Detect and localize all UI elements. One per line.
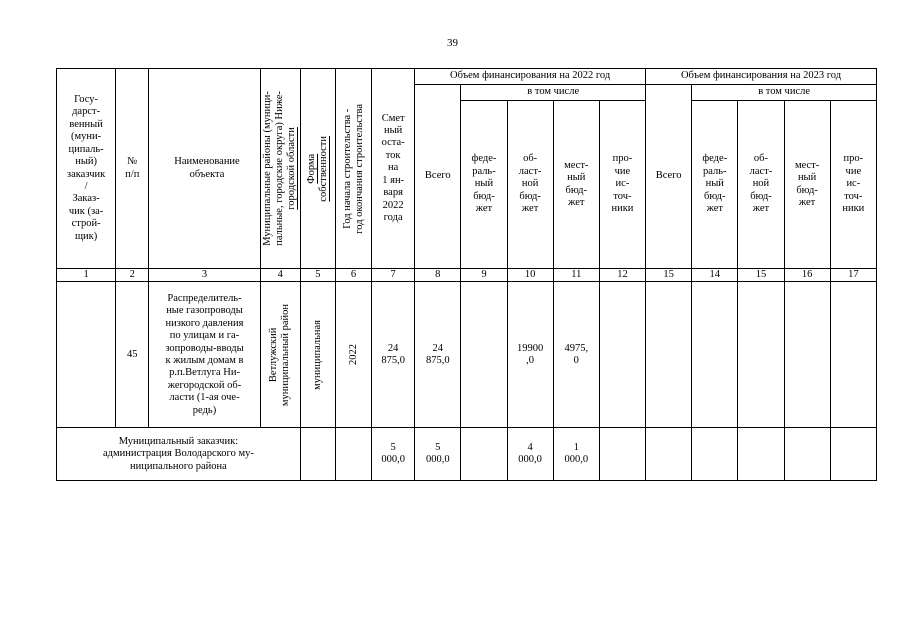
row2-regional-2023: [738, 428, 784, 481]
header-federal-2023: феде- раль- ный бюд- жет: [692, 101, 738, 269]
column-number: 10: [507, 269, 553, 282]
header-total-2022: Всего: [415, 85, 461, 269]
row2-total-2023: [646, 428, 692, 481]
page-number: 39: [447, 37, 458, 49]
header-municipality-line1: Муниципальные районы (муници-: [262, 91, 274, 246]
row2-years: [335, 428, 371, 481]
row1-estimate-balance: 24 875,0: [372, 282, 415, 428]
header-local-2022: мест- ный бюд- жет: [553, 101, 599, 269]
header-years-line1: Год начала строительства -: [341, 108, 353, 229]
row1-local-2022: 4975, 0: [553, 282, 599, 428]
row2-other-2023: [830, 428, 876, 481]
column-number: 16: [784, 269, 830, 282]
column-number: 12: [599, 269, 645, 282]
column-number: 5: [300, 269, 335, 282]
header-funding-2022: Объем финансирования на 2022 год: [415, 69, 646, 85]
row1-years: 2022: [335, 282, 371, 428]
header-object-name: Наименование объекта: [149, 69, 260, 269]
header-total-2023: Всего: [646, 85, 692, 269]
header-other-2023: про- чие ис- точ- ники: [830, 101, 876, 269]
header-years: [335, 69, 371, 269]
row2-total-2022: 5 000,0: [415, 428, 461, 481]
header-ownership-line2: собственности: [317, 135, 329, 202]
row2-customer-label: Муниципальный заказчик: администрация Володарского му- ниципального района: [57, 428, 301, 481]
table-row: [57, 282, 877, 428]
header-estimate-balance: Смет ный оста- ток на 1 ян- варя 2022 года: [372, 69, 415, 269]
header-regional-2023: об- ласт- ной бюд- жет: [738, 101, 784, 269]
row1-total-2023: [646, 282, 692, 428]
row2-federal-2023: [692, 428, 738, 481]
row1-ownership: муниципальная: [300, 282, 335, 428]
row1-federal-2022: [461, 282, 507, 428]
column-number: 15: [646, 269, 692, 282]
header-municipality-line2: пальные, городские округа) Ниже-: [274, 91, 286, 246]
header-regional-2022: об- ласт- ной бюд- жет: [507, 101, 553, 269]
row1-object-name: Распределитель- ные газопроводы низкого давления по улицам и га- зопроводы-вводы к жилым домам в р.п.Ветлуга Ни- жегородской об- ласти (1-ая оче- редь): [149, 282, 260, 428]
column-number: 14: [692, 269, 738, 282]
column-number: 2: [116, 269, 149, 282]
column-number: 9: [461, 269, 507, 282]
row1-regional-2023: [738, 282, 784, 428]
table-row: [57, 428, 877, 481]
row1-municipality: Ветлужский муниципальный район: [260, 282, 300, 428]
header-ownership-line1: Форма: [305, 153, 317, 184]
column-number: 8: [415, 269, 461, 282]
column-number: 6: [335, 269, 371, 282]
header-federal-2022: феде- раль- ный бюд- жет: [461, 101, 507, 269]
header-ownership: [300, 69, 335, 269]
row2-estimate-balance: 5 000,0: [372, 428, 415, 481]
column-number: 4: [260, 269, 300, 282]
row1-other-2022: [599, 282, 645, 428]
row1-local-2023: [784, 282, 830, 428]
header-customer: Госу- дарст- венный (муни- ципаль- ный) заказчик / Заказ- чик (за- строй- щик): [57, 69, 116, 269]
funding-table: [56, 68, 877, 481]
header-num: № п/п: [116, 69, 149, 269]
header-municipality-line3: городской области: [286, 127, 298, 210]
row2-federal-2022: [461, 428, 507, 481]
header-funding-2023: Объем финансирования на 2023 год: [646, 69, 877, 85]
column-number: 3: [149, 269, 260, 282]
row2-ownership: [300, 428, 335, 481]
header-including-2023: в том числе: [692, 85, 877, 101]
row2-other-2022: [599, 428, 645, 481]
column-numbers-row: [57, 269, 877, 282]
row2-local-2023: [784, 428, 830, 481]
header-municipality: [260, 69, 300, 269]
column-number: 7: [372, 269, 415, 282]
column-number: 15: [738, 269, 784, 282]
row1-num: 45: [116, 282, 149, 428]
header-years-line2: год окончания строительства: [353, 103, 365, 234]
row1-regional-2022: 19900 ,0: [507, 282, 553, 428]
header-including-2022: в том числе: [461, 85, 646, 101]
row1-customer: [57, 282, 116, 428]
row2-regional-2022: 4 000,0: [507, 428, 553, 481]
header-local-2023: мест- ный бюд- жет: [784, 101, 830, 269]
header-row-1: [57, 69, 877, 85]
column-number: 17: [830, 269, 876, 282]
header-other-2022: про- чие ис- точ- ники: [599, 101, 645, 269]
column-number: 1: [57, 269, 116, 282]
row2-local-2022: 1 000,0: [553, 428, 599, 481]
column-number: 11: [553, 269, 599, 282]
row1-total-2022: 24 875,0: [415, 282, 461, 428]
row1-other-2023: [830, 282, 876, 428]
row1-federal-2023: [692, 282, 738, 428]
